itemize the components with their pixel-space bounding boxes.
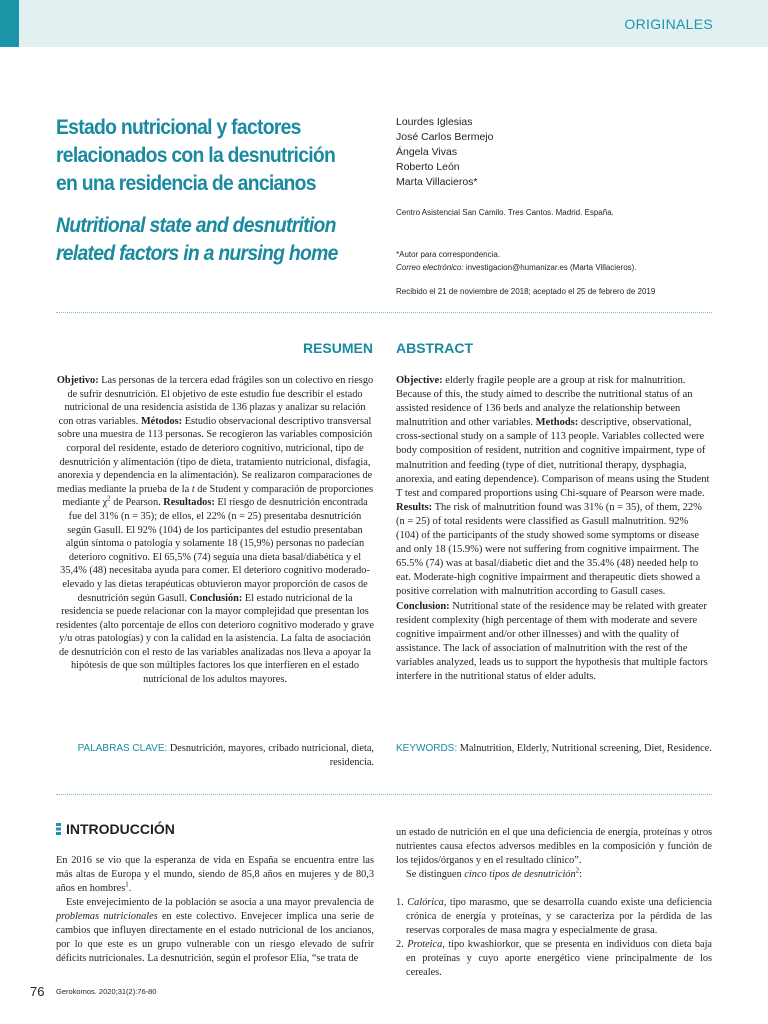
keywords-label: KEYWORDS: [396, 743, 458, 754]
citation: 1 [125, 880, 129, 889]
resumen-objetivo-label: Objetivo: [56, 375, 99, 386]
keywords-english [396, 742, 712, 756]
author: Roberto León [396, 161, 460, 173]
resumen-metodos-c: de Pearson. [110, 497, 164, 509]
abstract-results: The risk of malnutrition found was 31% (n = 35), of them, 22% (n = 25) of total residents were classified as Gasull malnutrition. 92% (104) of the participants of the study showed some symptoms or disease and only 18 (15.9%) were not suffering from cognitive impairment. The 65.5% (74) was at basal/diabetic diet and the 35.4% (48) needed help to eat. Moderate-high cognitive impairment and therapeutic diets showed a positive correlation with malnutrition according to Gasull cases. [396, 501, 702, 598]
intro-column-left [56, 854, 374, 966]
abstract-conclusion-label: Conclusion: [396, 600, 450, 612]
correspondence-note: *Autor para correspondencia. [396, 250, 501, 259]
list-item [396, 938, 712, 980]
abstract-heading: ABSTRACT [396, 340, 473, 356]
paragraph: un estado de nutrición en el que una deficiencia de energía, proteínas y otros nutrientes causa efectos adversos medibles en la composición y función de los tejidos/órganos y en el resultado clínico”. [396, 827, 712, 866]
resumen-heading: RESUMEN [302, 340, 373, 356]
email-label: Correo electrónico: [396, 263, 464, 272]
divider [56, 312, 712, 313]
title-spanish: Estado nutricional y factores relacionados con la desnutrición en una residencia de ancianos [56, 115, 336, 195]
received-dates: Recibido el 21 de noviembre de 2018; aceptado el 25 de febrero de 2019 [396, 287, 656, 296]
keywords-list: Malnutrition, Elderly, Nutritional screening, Diet, Residence. [457, 743, 712, 754]
abstract-methods-label: Methods: [535, 417, 579, 429]
page-number: 76 [30, 984, 45, 999]
correspondence-email [396, 261, 637, 274]
paragraph-text: Se distinguen [406, 869, 465, 880]
paragraph-text: En 2016 se vio que la esperanza de vida en España se encuentra entre las más altas de Europa y el mundo, siendo de 85,8 años en mujeres y de 80,3 años en hombres [56, 855, 374, 894]
resumen-metodos: Estudio observacional descriptivo transversal sobre una muestra de 113 personas. Se recogieron las variables composición corporal del residente, estado de deterioro cognitivo, nutricional, tipo de desnutrición y alimentación (tipo de dieta, tratamiento nutricional, disfagia, anorexia y dependencia en la alimentación). Se realizaron comparaciones de medias mediante la prueba de la [56, 415, 373, 495]
divider [56, 794, 712, 795]
author-list [396, 115, 493, 190]
abstract-objective: elderly fragile people are a group at risk for malnutrition. Because of this, the study aimed to describe the nutritional status of an assisted residence of 136 beds and analyze the relationship between malnutrition and other variables. [396, 375, 693, 429]
keywords-label: PALABRAS CLAVE: [77, 743, 168, 754]
section-label: ORIGINALES [624, 16, 713, 32]
resumen-t: t [191, 483, 195, 495]
resumen-conclusion-label: Conclusión: [189, 592, 243, 604]
emphasis: cinco tipos de desnutrición [464, 869, 576, 880]
resumen-metodos-b: de Student y comparación de proporciones mediante [62, 483, 374, 509]
heading-marker-icon [56, 823, 61, 835]
resumen-metodos-label: Métodos: [140, 415, 183, 427]
author: Marta Villacieros* [396, 176, 478, 188]
paragraph [396, 868, 712, 882]
intro-heading-text: INTRODUCCIÓN [66, 821, 175, 837]
abstract-methods: descriptive, observational, cross-sectional study on a sample of 113 people. Variables collected were body composition of resident, nutrition and cognitive impairment, type of malnutrition and feeding (type of diet, nutritional therapy, dysphagia, anorexia, and eating dependence). Comparison of means using the Student T test and compared proportions using Chi-square of Pearson were made. [396, 417, 710, 499]
abstract-results-label: Results: [396, 501, 433, 513]
email-value[interactable]: investigacion@humanizar.es (Marta Villacieros). [463, 263, 637, 272]
emphasis: Calórica [407, 897, 444, 908]
list-number: 2. [396, 939, 408, 950]
chi-superscript: 2 [107, 494, 111, 503]
citation: 2 [575, 866, 580, 875]
resumen-objetivo: Las personas de la tercera edad frágiles son un colectivo en riesgo de sufrir desnutrición. El objetivo de este estudio fue describir el estado nutricional de una residencia asistida de 136 plazas y analizar su relación con otras variables. [58, 375, 374, 427]
journal-reference: Gerokomos. 2020;31(2):76-80 [56, 987, 157, 996]
abstract-objective-label: Objective: [396, 375, 443, 386]
abstract-conclusion: Nutritional state of the residence may be related with greater resident complexity (high percentage of them with moderate and severe cognitive impairment and/or other illnesses) and with the quality of assistance. The lack of association of malnutrition with the rest of the variables analyzed, leads us to support the hypothesis that multiple factors interfere in the nutritional status of elder adults. [396, 600, 708, 682]
paragraph [56, 896, 374, 966]
paragraph-text: : [579, 869, 582, 880]
paragraph-text: Este envejecimiento de la población se asocia a una mayor prevalencia de [66, 897, 374, 908]
correspondence [396, 248, 637, 274]
resumen-conclusion: El estado nutricional de la residencia se puede relacionar con la mayor complejidad que presentan los residentes (alto porcentaje de ellos con deterioro cognitivo moderado y grave y/u otras patologías) y con la calidad en la asistencia. La falta de asociación de desnutrición con el resto de las variables analizadas nos lleva a apoyar la hipótesis de que son múltiples factores los que interfieren en el estado nutricional de los adultos mayores. [56, 592, 374, 686]
intro-column-right [396, 826, 712, 980]
list-text: , tipo marasmo, que se desarrolla cuando existe una deficiencia crónica de energía y proteínas, y se caracteriza por la pérdida de las reservas corporales de masa magra y especialmente de grasa. [406, 897, 712, 936]
paragraph-text: en este colectivo. Envejecer implica una serie de cambios que influyen directamente en el estado nutricional de los ancianos, por lo que este es un grupo vulnerable con un riesgo elevado de sufrir déficits nutricionales. La desnutrición, según el profesor Elia, “se trata de [56, 911, 374, 964]
abstract-text [396, 374, 712, 684]
resumen-resultados: El riesgo de desnutrición encontrada fue del 31% (n = 35); de ellos, el 22% (n = 25) presentaba desnutrición según Gasull. El 92% (104) de los participantes del estudio presentaban algún síntoma o patología y solamente 18 (15,9%) personas no padecían deterioro cognitivo. El 65,5% (74) seguía una dieta basal/diabética y el 35,4% (48) necesitaba ayuda para comer. El deterioro cognitivo moderado-elevado y las dietas terapéuticas obtuvieron mayor proporción de casos de desnutrición según Gasull. [60, 497, 370, 604]
list-number: 1. [396, 897, 408, 908]
emphasis: problemas nutricionales [56, 911, 158, 922]
emphasis: Proteica [407, 939, 443, 950]
institution: Centro Asistencial San Camilo. Tres Cantos. Madrid. España. [396, 208, 614, 217]
keywords-spanish [56, 742, 374, 770]
author: Ángela Vivas [396, 146, 458, 158]
keywords-list: Desnutrición, mayores, cribado nutricional, dieta, residencia. [167, 743, 374, 768]
resumen-text [56, 374, 374, 687]
author: Lourdes Iglesias [396, 116, 473, 128]
list-item [396, 896, 712, 938]
resumen-resultados-label: Resultados: [163, 497, 215, 509]
title-english: Nutritional state and desnutrition related factors in a nursing home [56, 213, 338, 265]
header-accent [0, 0, 19, 47]
author: José Carlos Bermejo [396, 131, 494, 143]
paragraph-text: . [128, 883, 132, 894]
list-text: , tipo kwashiorkor, que se presenta en individuos con dieta baja en proteínas y cuyo aporte energético viene principalmente de los cereales. [406, 939, 713, 978]
chi-symbol: χ [102, 497, 108, 509]
intro-heading [56, 821, 175, 837]
paragraph [56, 854, 374, 896]
malnutrition-types-list [396, 896, 712, 980]
